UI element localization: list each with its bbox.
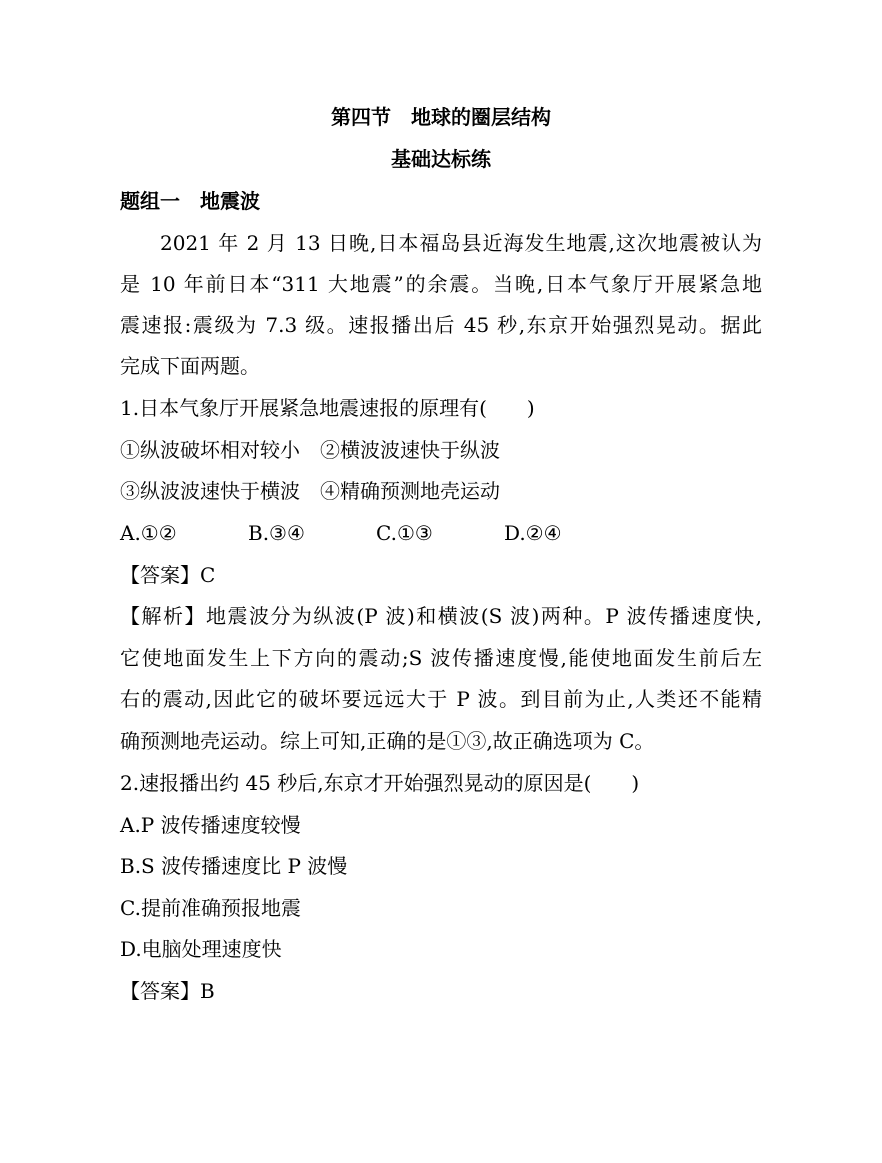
question-1-analysis-line-3: 右的震动,因此它的破坏要远远大于 P 波。到目前为止,人类还不能精	[120, 687, 762, 711]
question-1-stem: 1.日本气象厅开展紧急地震速报的原理有( )	[120, 396, 535, 420]
page-title: 第四节 地球的圈层结构	[331, 105, 551, 129]
passage-line-4: 完成下面两题。	[120, 354, 260, 378]
question-2-stem: 2.速报播出约 45 秒后,东京才开始强烈晃动的原因是( )	[120, 771, 640, 795]
question-1-analysis-line-1: 【解析】地震波分为纵波(P 波)和横波(S 波)两种。P 波传播速度快,	[120, 604, 762, 628]
question-1-option-d: D.②④	[504, 521, 562, 545]
question-2-option-c: C.提前准确预报地震	[120, 896, 301, 920]
question-1-option-b: B.③④	[248, 521, 305, 545]
question-1-answer: 【答案】C	[120, 563, 216, 587]
question-1-option-a: A.①②	[120, 521, 177, 545]
question-2-option-b: B.S 波传播速度比 P 波慢	[120, 854, 348, 878]
passage-line-3: 震速报:震级为 7.3 级。速报播出后 45 秒,东京开始强烈晃动。据此	[120, 313, 762, 337]
passage-line-2: 是 10 年前日本“311 大地震”的余震。当晚,日本气象厅开展紧急地	[120, 272, 762, 296]
section-heading: 题组一 地震波	[120, 189, 260, 213]
question-1-option-c: C.①③	[376, 521, 433, 545]
passage-line-1: 2021 年 2 月 13 日晚,日本福岛县近海发生地震,这次地震被认为	[160, 231, 762, 255]
question-1-item-1: ①纵波破坏相对较小 ②横波波速快于纵波	[120, 438, 500, 462]
question-1-analysis-line-2: 它使地面发生上下方向的震动;S 波传播速度慢,能使地面发生前后左	[120, 646, 762, 670]
question-2-option-a: A.P 波传播速度较慢	[120, 813, 301, 837]
question-1-options	[120, 519, 762, 547]
question-2-answer: 【答案】B	[120, 979, 215, 1003]
question-2-option-d: D.电脑处理速度快	[120, 937, 282, 961]
question-1-item-2: ③纵波波速快于横波 ④精确预测地壳运动	[120, 479, 500, 503]
question-1-analysis-line-4: 确预测地壳运动。综上可知,正确的是①③,故正确选项为 C。	[120, 729, 655, 753]
page-subtitle: 基础达标练	[391, 147, 491, 171]
